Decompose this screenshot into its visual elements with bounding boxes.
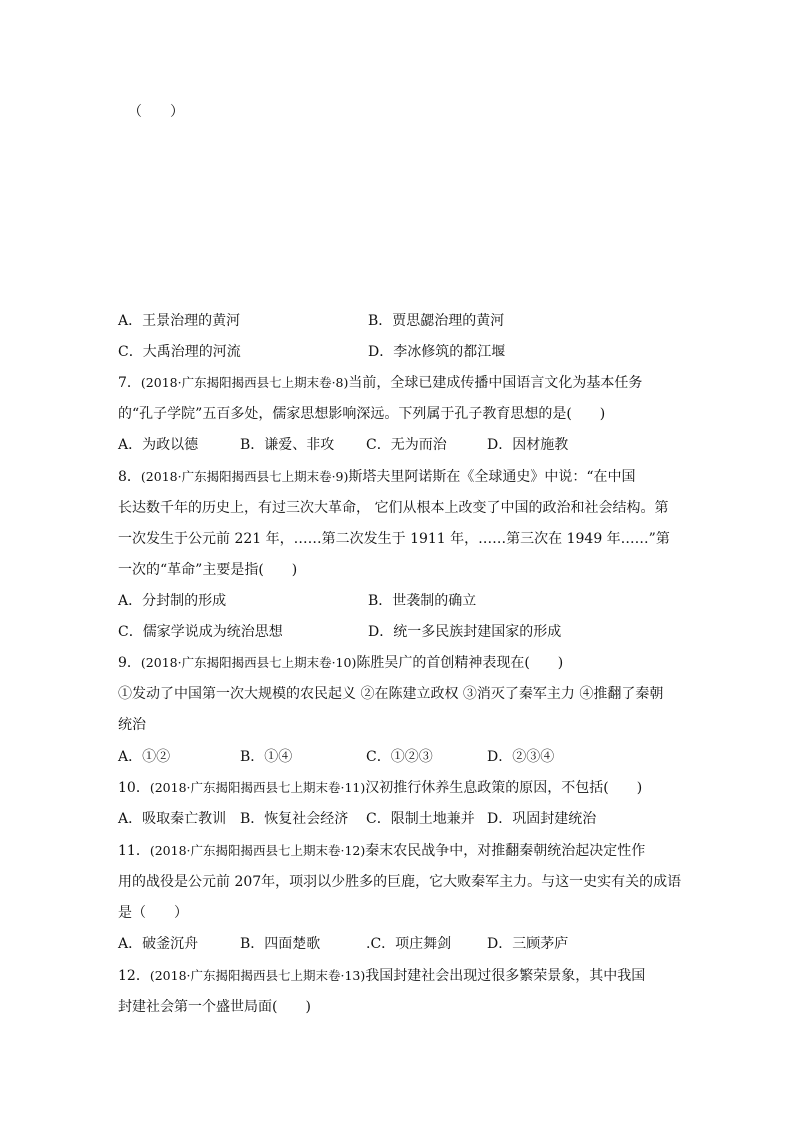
q8-option-d: D．统一多民族封建国家的形成 <box>368 624 562 640</box>
q7-option-b: B．谦爱、非攻 <box>240 437 335 453</box>
q11-option-b: B．四面楚歌 <box>240 936 321 952</box>
q10-number: 10． <box>118 780 150 796</box>
q11-stem-text: 秦末农民战争中，对推翻秦朝统治起决定性作 <box>365 843 646 859</box>
q9-stem-line3: 统治 <box>118 717 146 733</box>
q8-source: (2018·广东揭阳揭西县七上期末卷·9) <box>140 469 349 484</box>
q10-option-b: B．恢复社会经济 <box>240 811 349 827</box>
q8-stem-line4: 一次的“革命”主要是指( ) <box>118 562 298 578</box>
q12-number: 12． <box>118 968 150 984</box>
q12-source: (2018·广东揭阳揭西县七上期末卷·13) <box>149 968 366 983</box>
q7-option-a: A．为政以德 <box>118 437 199 453</box>
q9-option-a: A．①② <box>118 749 171 765</box>
q8-stem-line2: 长达数千年的历史上，有过三次大革命， 它们从根本上改变了中国的政治和社会结构。第 <box>118 500 669 516</box>
q10-option-a: A．吸取秦亡教训 <box>118 811 227 827</box>
q9-stem-text: 陈胜吴广的首创精神表现在( ) <box>356 655 564 671</box>
q7-number: 7． <box>118 375 141 391</box>
q11-stem-line1 <box>118 841 645 861</box>
q6-option-c: C．大禹治理的河流 <box>118 344 241 360</box>
q8-stem-line3: 一次发生于公元前 221 年，……第二次发生于 1911 年，……第三次在 1949 年……”第 <box>118 531 670 547</box>
q6-option-b: B．贾思勰治理的黄河 <box>368 313 505 329</box>
q9-source: (2018·广东揭阳揭西县七上期末卷·10) <box>140 655 357 670</box>
q9-number: 9． <box>118 655 141 671</box>
q10-stem-line1 <box>118 778 642 798</box>
q11-stem-line3: 是（ ） <box>118 905 188 921</box>
q9-option-c: C．①②③ <box>366 749 433 765</box>
answer-blank: （ ） <box>128 104 184 120</box>
q10-option-c: C．限制土地兼并 <box>366 811 475 827</box>
q10-option-d: D．巩固封建统治 <box>487 811 597 827</box>
q8-option-c: C．儒家学说成为统治思想 <box>118 624 283 640</box>
q11-source: (2018·广东揭阳揭西县七上期末卷·12) <box>149 843 366 858</box>
q8-option-a: A．分封制的形成 <box>118 593 227 609</box>
q6-option-d: D．李冰修筑的都江堰 <box>368 344 506 360</box>
q11-option-c: .C．项庄舞剑 <box>366 936 452 952</box>
q11-number: 11． <box>118 843 150 859</box>
q7-stem-text: 当前，全球已建成传播中国语言文化为基本任务 <box>348 375 643 391</box>
q7-option-c: C．无为而治 <box>366 437 447 453</box>
q7-option-d: D．因材施教 <box>487 437 569 453</box>
q9-option-d: D．②③④ <box>487 749 555 765</box>
q11-option-d: D．三顾茅庐 <box>487 936 569 952</box>
q11-stem-line2: 用的战役是公元前 207年，项羽以少胜多的巨鹿，它大败秦军主力。与这一史实有关的成语 <box>118 874 682 890</box>
q7-source: (2018·广东揭阳揭西县七上期末卷·8) <box>140 375 349 390</box>
q8-stem-text: 斯塔夫里阿诺斯在《全球通史》中说：“在中国 <box>348 469 636 485</box>
q11-option-a: A．破釜沉舟 <box>118 936 199 952</box>
q12-stem-line2: 封建社会第一个盛世局面( ) <box>118 999 311 1015</box>
q6-option-a: A．王景治理的黄河 <box>118 313 241 329</box>
q8-stem-line1 <box>118 467 636 487</box>
q7-stem-line2: 的“孔子学院”五百多处，儒家思想影响深远。下列属于孔子教育思想的是( ) <box>118 406 606 422</box>
q9-option-b: B．①④ <box>240 749 293 765</box>
q9-stem-line1 <box>118 653 563 673</box>
q10-source: (2018·广东揭阳揭西县七上期末卷·11) <box>149 780 366 795</box>
q9-stem-line2: ①发动了中国第一次大规模的农民起义 ②在陈建立政权 ③消灭了秦军主力 ④推翻了秦朝 <box>118 686 664 702</box>
q8-number: 8． <box>118 469 141 485</box>
q12-stem-text: 我国封建社会出现过很多繁荣景象，其中我国 <box>365 968 646 984</box>
q8-option-b: B．世袭制的确立 <box>368 593 477 609</box>
q7-stem-line1 <box>118 373 642 393</box>
q10-stem-text: 汉初推行休养生息政策的原因，不包括( ) <box>365 780 643 796</box>
q12-stem-line1 <box>118 966 645 986</box>
